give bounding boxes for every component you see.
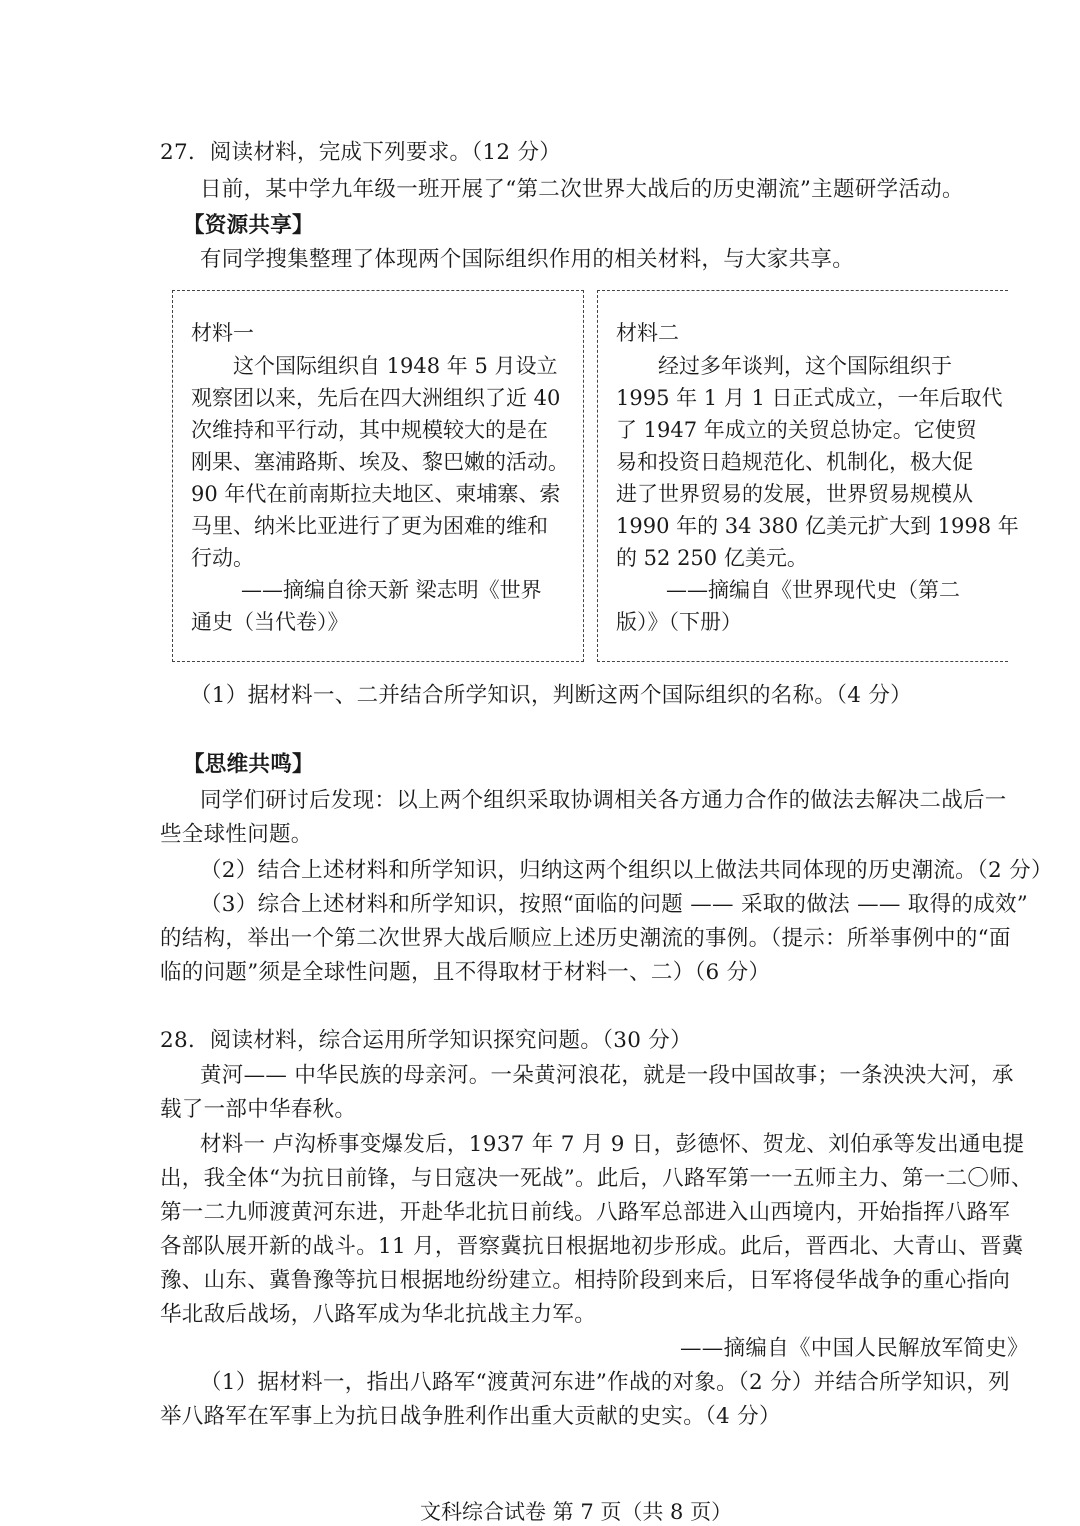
material-2-source: ——摘编自《世界现代史（第二 [666, 578, 960, 602]
material-2-line: 的 52 250 亿美元。 [616, 546, 808, 570]
material-1-line: 90 年代在前南斯拉夫地区、柬埔寨、索 [191, 482, 561, 506]
q27-sub-2: （2）结合上述材料和所学知识，归纳这两个组织以上做法共同体现的历史潮流。（2 分） [200, 858, 1053, 883]
q27-sub-3: （3）综合上述材料和所学知识，按照“面临的问题 —— 采取的做法 —— 取得的成效” [200, 892, 1029, 917]
q28-material-1-line: 华北敌后战场，八路军成为华北抗战主力军。 [160, 1302, 597, 1327]
q28-material-1-line: 出，我全体“为抗日前锋，与日寇决一死战”。此后，八路军第一一五师主力、第一二〇师、 [160, 1166, 1033, 1191]
material-1-source: ——摘编自徐天新 梁志明《世界 [241, 578, 542, 602]
material-1-line: 马里、纳米比亚进行了更为困难的维和 [191, 514, 548, 538]
material-2-line: 进了世界贸易的发展，世界贸易规模从 [616, 482, 973, 506]
q28-material-1-line: 各部队展开新的战斗。11 月，晋察冀抗日根据地初步形成。此后，晋西北、大青山、晋冀 [160, 1234, 1024, 1259]
material-1-line: 次维持和平行动，其中规模较大的是在 [191, 418, 548, 442]
section-resource-share: 【资源共享】 [183, 213, 314, 238]
q28-material-1: 材料一 卢沟桥事变爆发后，1937 年 7 月 9 日，彭德怀、贺龙、刘伯承等发出通电提 [200, 1132, 1025, 1157]
material-2-line: 1990 年的 34 380 亿美元扩大到 1998 年 [616, 514, 1019, 538]
q27-discussion-cont: 些全球性问题。 [160, 822, 313, 847]
q27-sub-3-cont: 临的问题”须是全球性问题，且不得取材于材料一、二）（6 分） [160, 960, 771, 985]
q28-sub-1: （1）据材料一，指出八路军“渡黄河东进”作战的对象。（2 分）并结合所学知识，列 [200, 1370, 1010, 1395]
q27-intro: 日前，某中学九年级一班开展了“第二次世界大战后的历史潮流”主题研学活动。 [200, 177, 964, 202]
material-1-box [172, 290, 584, 662]
q28-material-1-source: ——摘编自《中国人民解放军简史》 [680, 1336, 1029, 1361]
page-footer: 文科综合试卷 第 7 页（共 8 页） [420, 1500, 733, 1524]
material-1-line: 行动。 [191, 546, 254, 570]
q28-intro: 黄河—— 中华民族的母亲河。一朵黄河浪花，就是一段中国故事；一条泱泱大河，承 [200, 1063, 1014, 1088]
q28-material-1-line: 豫、山东、冀鲁豫等抗日根据地纷纷建立。相持阶段到来后，日军将侵华战争的重心指向 [160, 1268, 1011, 1293]
material-1-line: 刚果、塞浦路斯、埃及、黎巴嫩的活动。 [191, 450, 569, 474]
material-2-line: 1995 年 1 月 1 日正式成立，一年后取代 [616, 386, 1003, 410]
material-1-title: 材料一 [191, 321, 254, 345]
material-2-line: 经过多年谈判，这个国际组织于 [658, 354, 952, 378]
q28-sub-1-cont: 举八路军在军事上为抗日战争胜利作出重大贡献的史实。（4 分） [160, 1404, 781, 1429]
q28-header: 28．阅读材料，综合运用所学知识探究问题。（30 分） [160, 1028, 692, 1053]
material-1-line: 观察团以来，先后在四大洲组织了近 40 [191, 386, 561, 410]
material-2-box [597, 290, 1019, 662]
material-1-source-cont: 通史（当代卷）》 [191, 610, 349, 634]
q27-sub-3-cont: 的结构，举出一个第二次世界大战后顺应上述历史潮流的事例。（提示：所举事例中的“面 [160, 926, 1011, 951]
material-1-line: 这个国际组织自 1948 年 5 月设立 [233, 354, 558, 378]
q27-share-text: 有同学搜集整理了体现两个国际组织作用的相关材料，与大家共享。 [200, 247, 855, 272]
material-2-title: 材料二 [616, 321, 679, 345]
q27-header: 27．阅读材料，完成下列要求。（12 分） [160, 140, 562, 165]
material-2-source-cont: 版）》（下册） [616, 610, 742, 634]
material-2-line: 了 1947 年成立的关贸总协定。它使贸 [616, 418, 977, 442]
q28-material-1-line: 第一二九师渡黄河东进，开赴华北抗日前线。八路军总部进入山西境内，开始指挥八路军 [160, 1200, 1011, 1225]
q28-intro-cont: 载了一部中华春秋。 [160, 1097, 357, 1122]
section-thinking-resonance: 【思维共鸣】 [183, 752, 314, 777]
q27-sub-1: （1）据材料一、二并结合所学知识，判断这两个国际组织的名称。（4 分） [190, 683, 912, 708]
material-2-line: 易和投资日趋规范化、机制化，极大促 [616, 450, 973, 474]
q27-discussion: 同学们研讨后发现：以上两个组织采取协调相关各方通力合作的做法去解决二战后一 [200, 788, 1007, 813]
